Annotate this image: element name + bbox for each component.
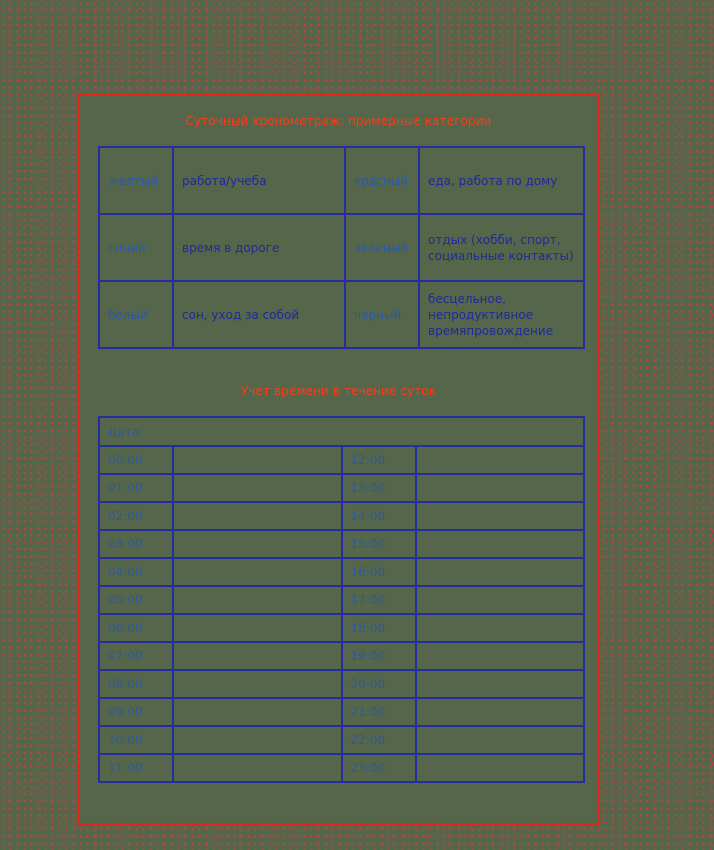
table-row: [99, 586, 584, 614]
time-label: 02:00: [99, 502, 173, 530]
activity-cell[interactable]: [416, 614, 585, 642]
category-color: белый: [99, 281, 173, 348]
time-label: 07:00: [99, 642, 173, 670]
activity-cell[interactable]: [416, 502, 585, 530]
time-label: 19:00: [342, 642, 416, 670]
time-label: 05:00: [99, 586, 173, 614]
activity-cell[interactable]: [416, 446, 585, 474]
time-label: 01:00: [99, 474, 173, 502]
time-label: 06:00: [99, 614, 173, 642]
activity-cell[interactable]: [416, 530, 585, 558]
worksheet: [77, 94, 600, 825]
table-row: [99, 614, 584, 642]
time-label: 15:00: [342, 530, 416, 558]
activity-cell[interactable]: [173, 670, 342, 698]
activity-cell[interactable]: [416, 698, 585, 726]
activity-cell[interactable]: [416, 586, 585, 614]
time-log-table: [98, 416, 585, 783]
table-row: [99, 754, 584, 782]
time-label: 09:00: [99, 698, 173, 726]
page-title: Суточный хронометраж: примерные категории: [185, 114, 492, 128]
activity-cell[interactable]: [173, 754, 342, 782]
category-color: зеленый: [345, 214, 419, 281]
time-label: 23:00: [342, 754, 416, 782]
category-description: сон, уход за собой: [173, 281, 345, 348]
category-color: красный: [345, 147, 419, 214]
time-label: 18:00: [342, 614, 416, 642]
table-row: [99, 446, 584, 474]
category-description: время в дороге: [173, 214, 345, 281]
activity-cell[interactable]: [173, 474, 342, 502]
table-row: [99, 281, 584, 348]
activity-cell[interactable]: [173, 558, 342, 586]
activity-cell[interactable]: [173, 698, 342, 726]
activity-cell[interactable]: [173, 726, 342, 754]
activity-cell[interactable]: [173, 614, 342, 642]
activity-cell[interactable]: [173, 502, 342, 530]
activity-cell[interactable]: [416, 558, 585, 586]
date-label[interactable]: Дата:: [99, 417, 584, 446]
table-row: [99, 698, 584, 726]
time-label: 11:00: [99, 754, 173, 782]
activity-cell[interactable]: [416, 474, 585, 502]
time-label: 00:00: [99, 446, 173, 474]
table-row: [99, 558, 584, 586]
table-row: [99, 502, 584, 530]
time-label: 10:00: [99, 726, 173, 754]
time-label: 14:00: [342, 502, 416, 530]
activity-cell[interactable]: [173, 446, 342, 474]
activity-cell[interactable]: [416, 754, 585, 782]
table-row: [99, 530, 584, 558]
category-description: работа/учеба: [173, 147, 345, 214]
category-color: черный: [345, 281, 419, 348]
time-label: 22:00: [342, 726, 416, 754]
table-row: [99, 670, 584, 698]
table-row: [99, 147, 584, 214]
time-label: 17:00: [342, 586, 416, 614]
time-label: 03:00: [99, 530, 173, 558]
time-label: 21:00: [342, 698, 416, 726]
category-color: синий: [99, 214, 173, 281]
section-title: Учет времени в течение суток: [240, 384, 437, 398]
table-row: [99, 642, 584, 670]
time-label: 16:00: [342, 558, 416, 586]
date-row: [99, 417, 584, 446]
table-row: [99, 214, 584, 281]
time-label: 08:00: [99, 670, 173, 698]
time-label: 20:00: [342, 670, 416, 698]
activity-cell[interactable]: [173, 530, 342, 558]
table-row: [99, 474, 584, 502]
activity-cell[interactable]: [173, 642, 342, 670]
time-label: 04:00: [99, 558, 173, 586]
category-description: бесцельное, непродуктивное времяпровождение: [419, 281, 584, 348]
category-description: еда, работа по дому: [419, 147, 584, 214]
category-color: желтый: [99, 147, 173, 214]
category-description: отдых (хобби, спорт, социальные контакты): [419, 214, 584, 281]
activity-cell[interactable]: [416, 726, 585, 754]
time-label: 12:00: [342, 446, 416, 474]
activity-cell[interactable]: [416, 670, 585, 698]
table-row: [99, 726, 584, 754]
activity-cell[interactable]: [416, 642, 585, 670]
activity-cell[interactable]: [173, 586, 342, 614]
categories-table: [98, 146, 585, 349]
time-label: 13:00: [342, 474, 416, 502]
